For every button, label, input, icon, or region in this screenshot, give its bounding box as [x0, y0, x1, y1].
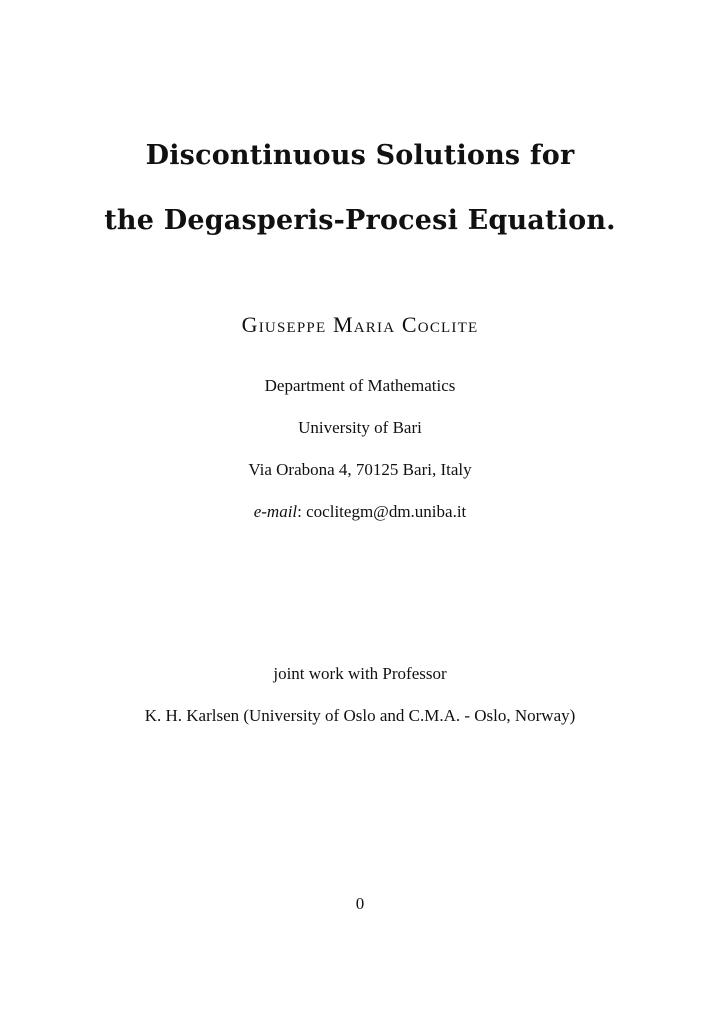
email-address: coclitegm@dm.uniba.it: [306, 502, 467, 521]
page-number: 0: [355, 894, 365, 913]
title-line-1: Discontinuous Solutions for: [145, 140, 575, 171]
joint-work-line: joint work with Professor: [273, 664, 447, 683]
author-name: Giuseppe Maria Coclite: [241, 312, 479, 337]
email-label: e-mail: [253, 502, 298, 521]
affiliation-university: University of Bari: [298, 418, 422, 437]
affiliation-email-line: [0, 502, 720, 522]
email-separator: :: [297, 502, 307, 521]
affiliation-address: Via Orabona 4, 70125 Bari, Italy: [248, 460, 472, 479]
coauthor-line: K. H. Karlsen (University of Oslo and C.M.A. - Oslo, Norway): [144, 706, 576, 725]
title-line-2: the Degasperis-Procesi Equation.: [104, 205, 616, 236]
affiliation-department: Department of Mathematics: [264, 376, 456, 395]
